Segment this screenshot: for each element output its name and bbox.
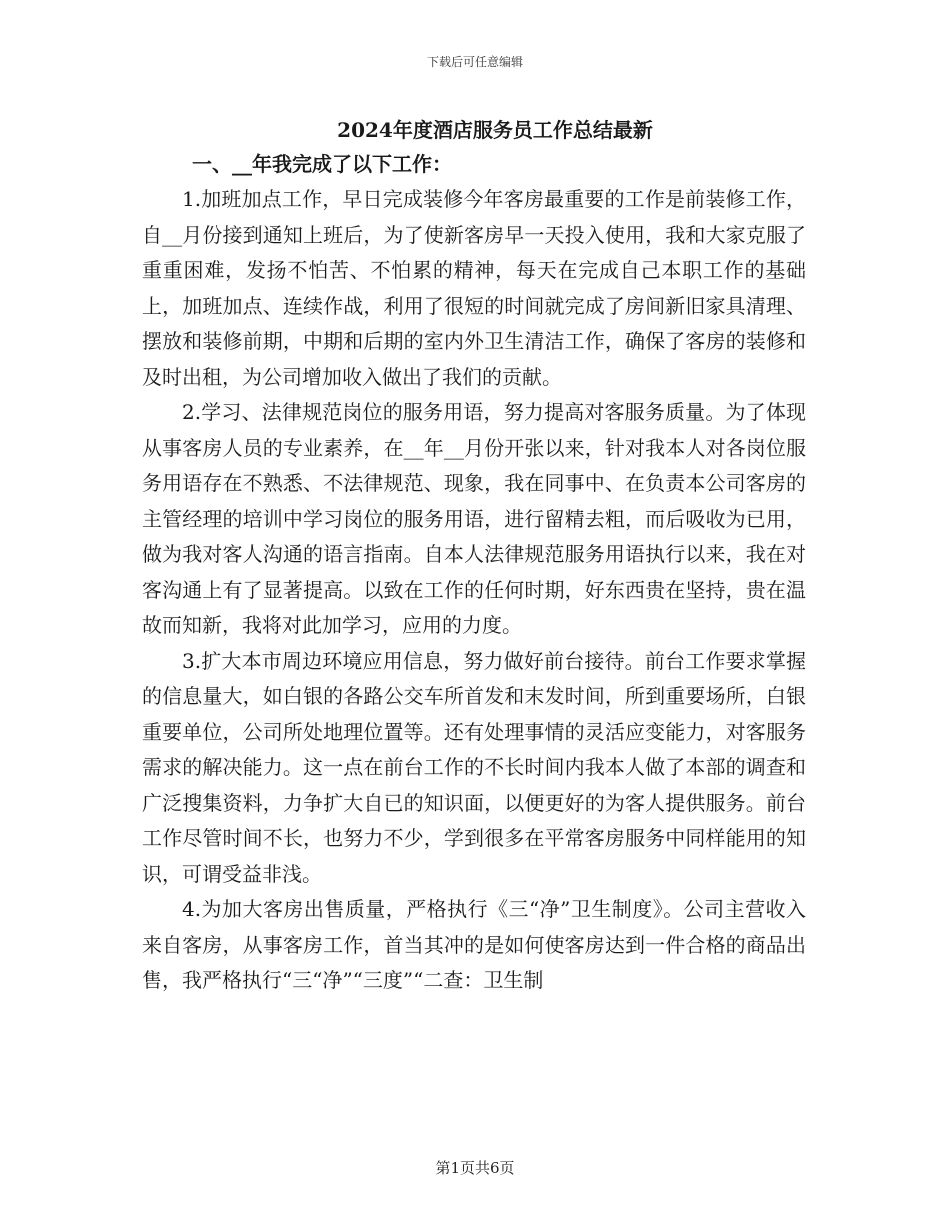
page-footer-number: 第1页共6页 <box>435 1159 515 1177</box>
document-title: 2024年度酒店服务员工作总结最新 <box>337 118 653 142</box>
paragraph-4: 4.为加大客房出售质量，严格执行《三“净”卫生制度》。公司主营收入来自客房，从事客房工作，首当其冲的是如何使客房达到一件合格的商品出售，我严格执行“三“净”“三度”“二查：卫生制 <box>142 897 806 992</box>
document-body <box>142 182 806 999</box>
paragraph-2: 2.学习、法律规范岗位的服务用语，努力提高对客服务质量。为了体现从事客房人员的专业素养，在__年__月份开张以来，针对我本人对各岗位服务用语存在不熟悉、不法律规范、现象，我在同事中、在负责本公司客房的主管经理的培训中学习岗位的服务用语，进行留精去粗，而后吸收为已用，做为我对客人沟通的语言指南。自本人法律规范服务用语执行以来，我在对客沟通上有了显著提高。以致在工作的任何时期，好东西贵在坚持，贵在温故而知新，我将对此加学习，应用的力度。 <box>142 400 806 637</box>
page-header-note: 下载后可任意编辑 <box>426 55 523 69</box>
paragraph-3: 3.扩大本市周边环境应用信息，努力做好前台接待。前台工作要求掌握的信息量大，如白银的各路公交车所首发和末发时间，所到重要场所，白银重要单位，公司所处地理位置等。还有处理事情的灵活应变能力，对客服务需求的解决能力。这一点在前台工作的不长时间内我本人做了本部的调查和广泛搜集资料，力争扩大自已的知识面，以便更好的为客人提供服务。前台工作尽管时间不长，也努力不少，学到很多在平常客房服务中同样能用的知识，可谓受益非浅。 <box>142 648 806 886</box>
paragraph-1: 1.加班加点工作，早日完成装修今年客房最重要的工作是前装修工作，自__月份接到通知上班后，为了使新客房早一天投入使用，我和大家克服了重重困难，发扬不怕苦、不怕累的精神，每天在完成自己本职工作的基础上，加班加点、连续作战，利用了很短的时间就完成了房间新旧家具清理、摆放和装修前期，中期和后期的室内外卫生清洁工作，确保了客房的装修和及时出租，为公司增加收入做出了我们的贡献。 <box>142 187 806 389</box>
section-heading: 一、__年我完成了以下工作： <box>192 152 452 176</box>
